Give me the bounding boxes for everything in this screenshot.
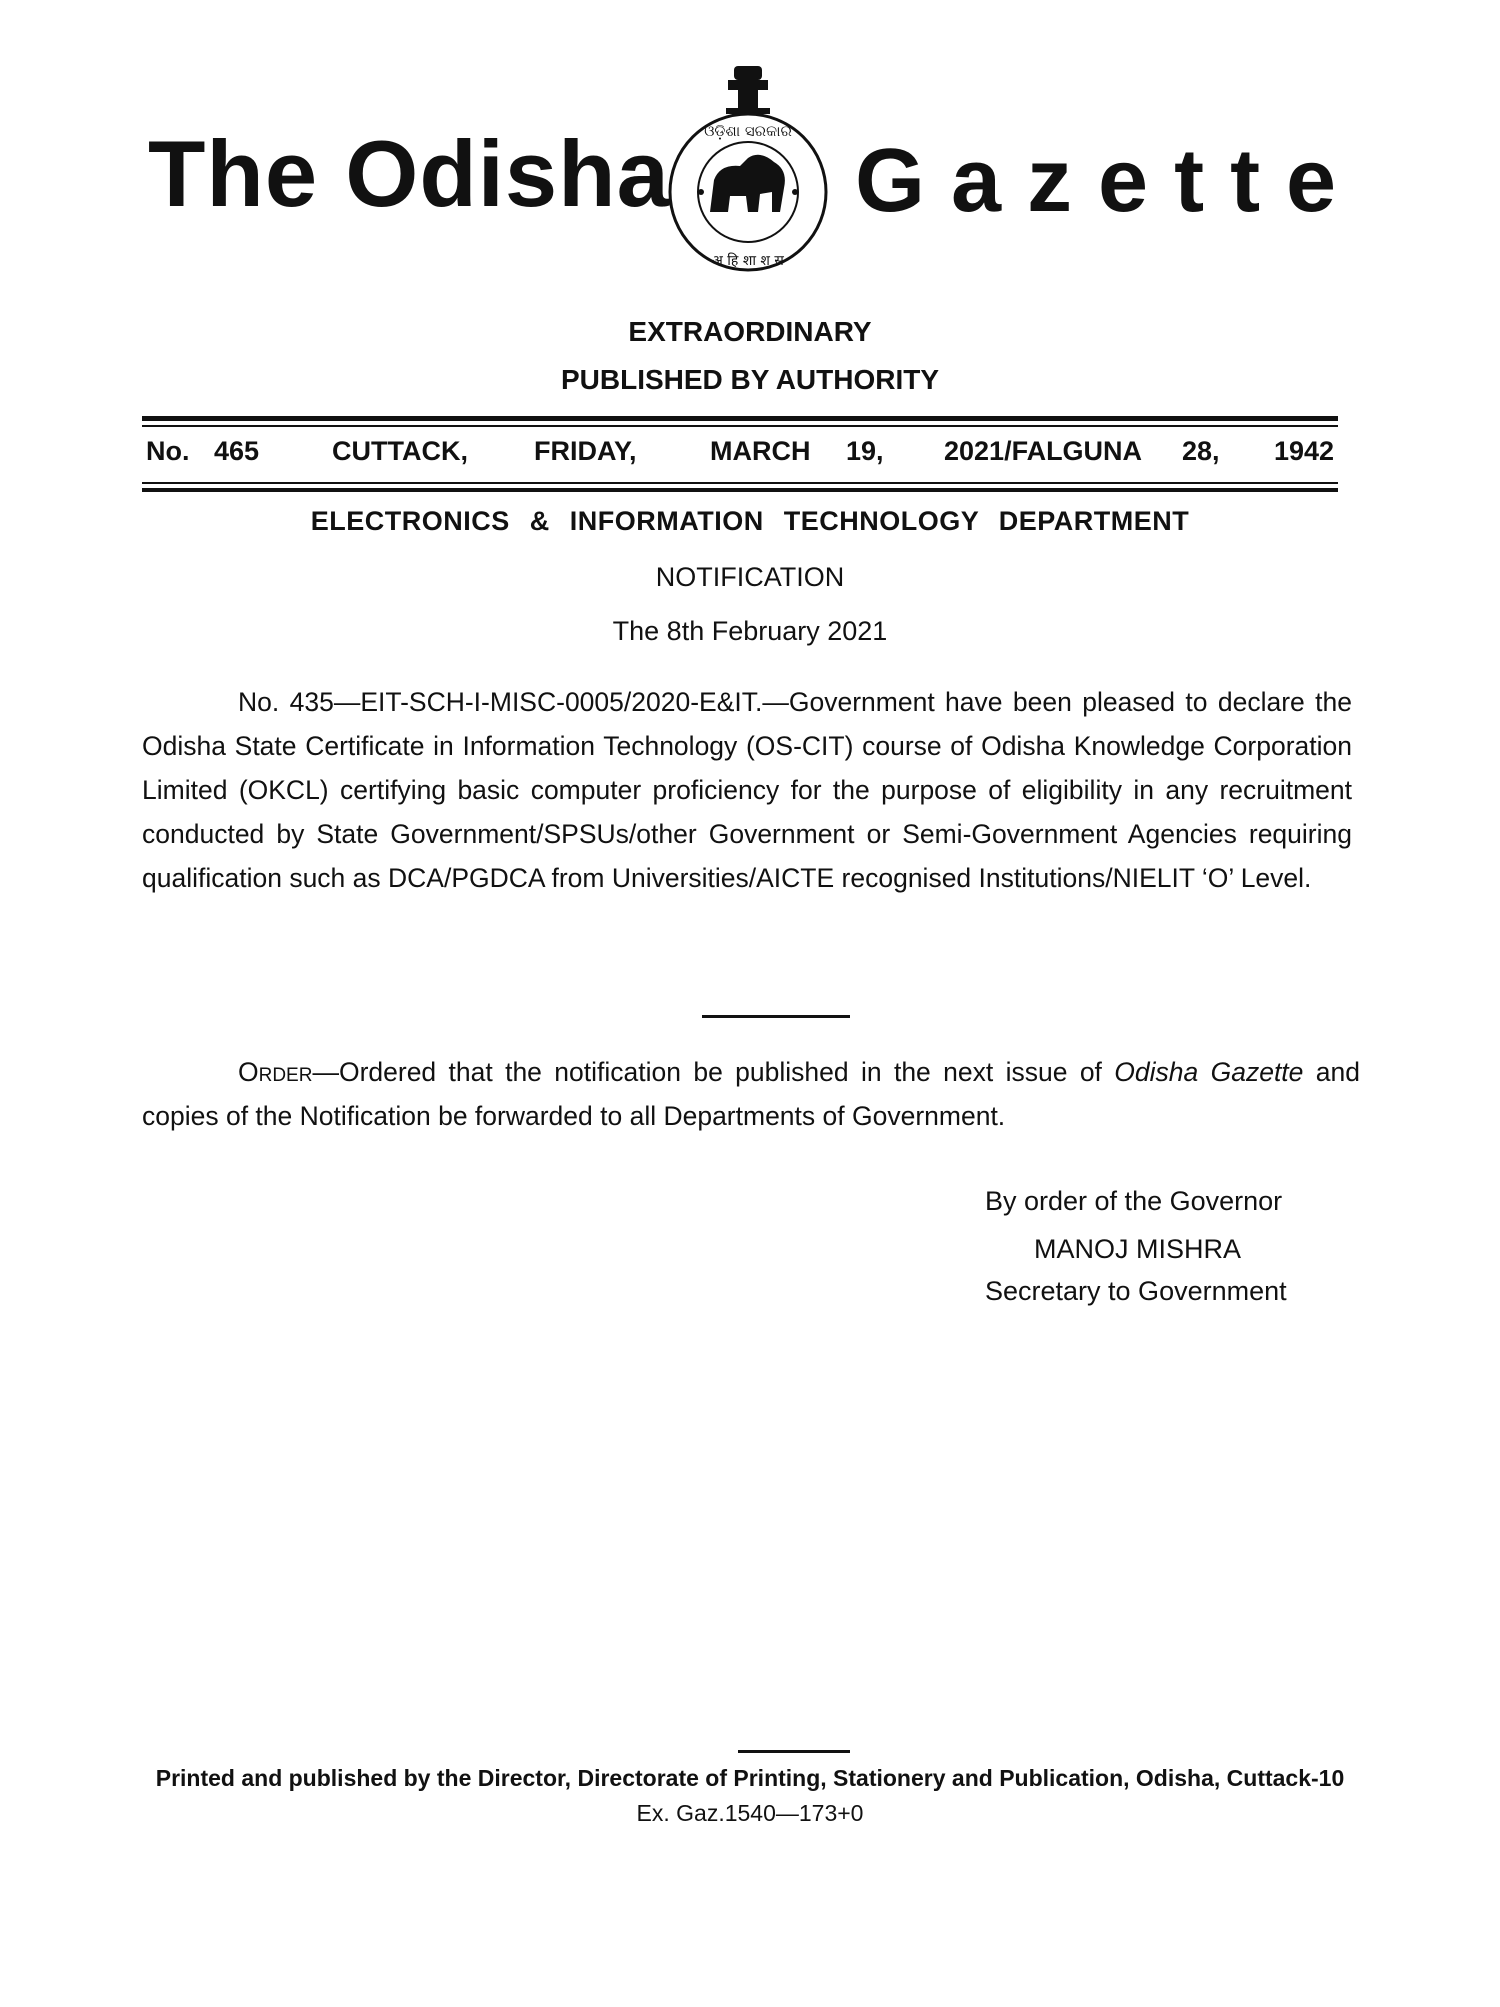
notification-paragraph: No. 435—EIT-SCH-I-MISC-0005/2020-E&IT.—Government have been pleased to declare the Odisha State Certificate in Information Technology (OS-CIT) course of Odisha Knowledge Corporation Limited (OKCL) certifying basic computer proficiency for the purpose of eligibility in any recruitment conducted by State Government/SPSUs/other Government or Semi-Government Agencies requiring qualification such as DCA/PGDCA from Universities/AICTE recognised Institutions/NIELIT ‘O’ Level.: [142, 687, 1352, 893]
published-heading: PUBLISHED BY AUTHORITY: [560, 364, 940, 395]
issue-month: MARCH: [710, 436, 811, 466]
top-rule-thin: [142, 425, 1338, 427]
bottom-rule-thin: [142, 482, 1338, 484]
extraordinary-heading: EXTRAORDINARY: [628, 316, 872, 347]
order-body: [142, 1050, 1360, 1138]
top-rule-thick: [142, 416, 1338, 421]
signatory-designation: Secretary to Government: [985, 1276, 1287, 1306]
svg-text:ଓଡ଼ିଶା ସରକାର: ଓଡ଼ିଶା ସରକାର: [704, 122, 792, 140]
notification-title: NOTIFICATION: [655, 562, 845, 592]
issue-number-label: No.: [146, 436, 190, 466]
issue-line: [142, 436, 1338, 476]
order-text-2: and copies of the Notification be forwarded to all Departments of Government.: [142, 1057, 1360, 1131]
gazette-title-right: Gazette: [855, 131, 1363, 231]
footer-code: Ex. Gaz.1540—173+0: [636, 1800, 864, 1826]
signatory-name: MANOJ MISHRA: [1034, 1234, 1242, 1264]
signature-line: By order of the Governor: [985, 1186, 1283, 1216]
bottom-rule-thick: [142, 488, 1338, 492]
notification-date: The 8th February 2021: [612, 616, 888, 646]
footer-printed: Printed and published by the Director, Directorate of Printing, Stationery and Publication, Odisha, Cuttack-10: [155, 1765, 1345, 1791]
footer-divider: [738, 1750, 850, 1753]
notification-body: [142, 680, 1352, 900]
department-heading: ELECTRONICS & INFORMATION TECHNOLOGY DEPARTMENT: [310, 506, 1190, 536]
order-italic: Odisha Gazette: [1114, 1057, 1304, 1087]
issue-date: 19,: [846, 436, 884, 466]
issue-place: CUTTACK,: [332, 436, 468, 466]
order-text-1: —Ordered that the notification be published in the next issue of: [312, 1057, 1115, 1087]
issue-number: 465: [214, 436, 260, 466]
section-divider: [702, 1015, 850, 1018]
issue-year-falguna: 2021/FALGUNA: [944, 436, 1143, 466]
order-label: Order: [238, 1057, 313, 1087]
odisha-emblem-icon: [648, 62, 848, 272]
gazette-title-left: The Odisha: [148, 121, 670, 226]
svg-text:अ हि शा श स: अ हि शा श स: [712, 253, 784, 269]
issue-day: FRIDAY,: [534, 436, 637, 466]
issue-saka-day: 28,: [1182, 436, 1220, 466]
issue-saka-year: 1942: [1274, 436, 1335, 466]
